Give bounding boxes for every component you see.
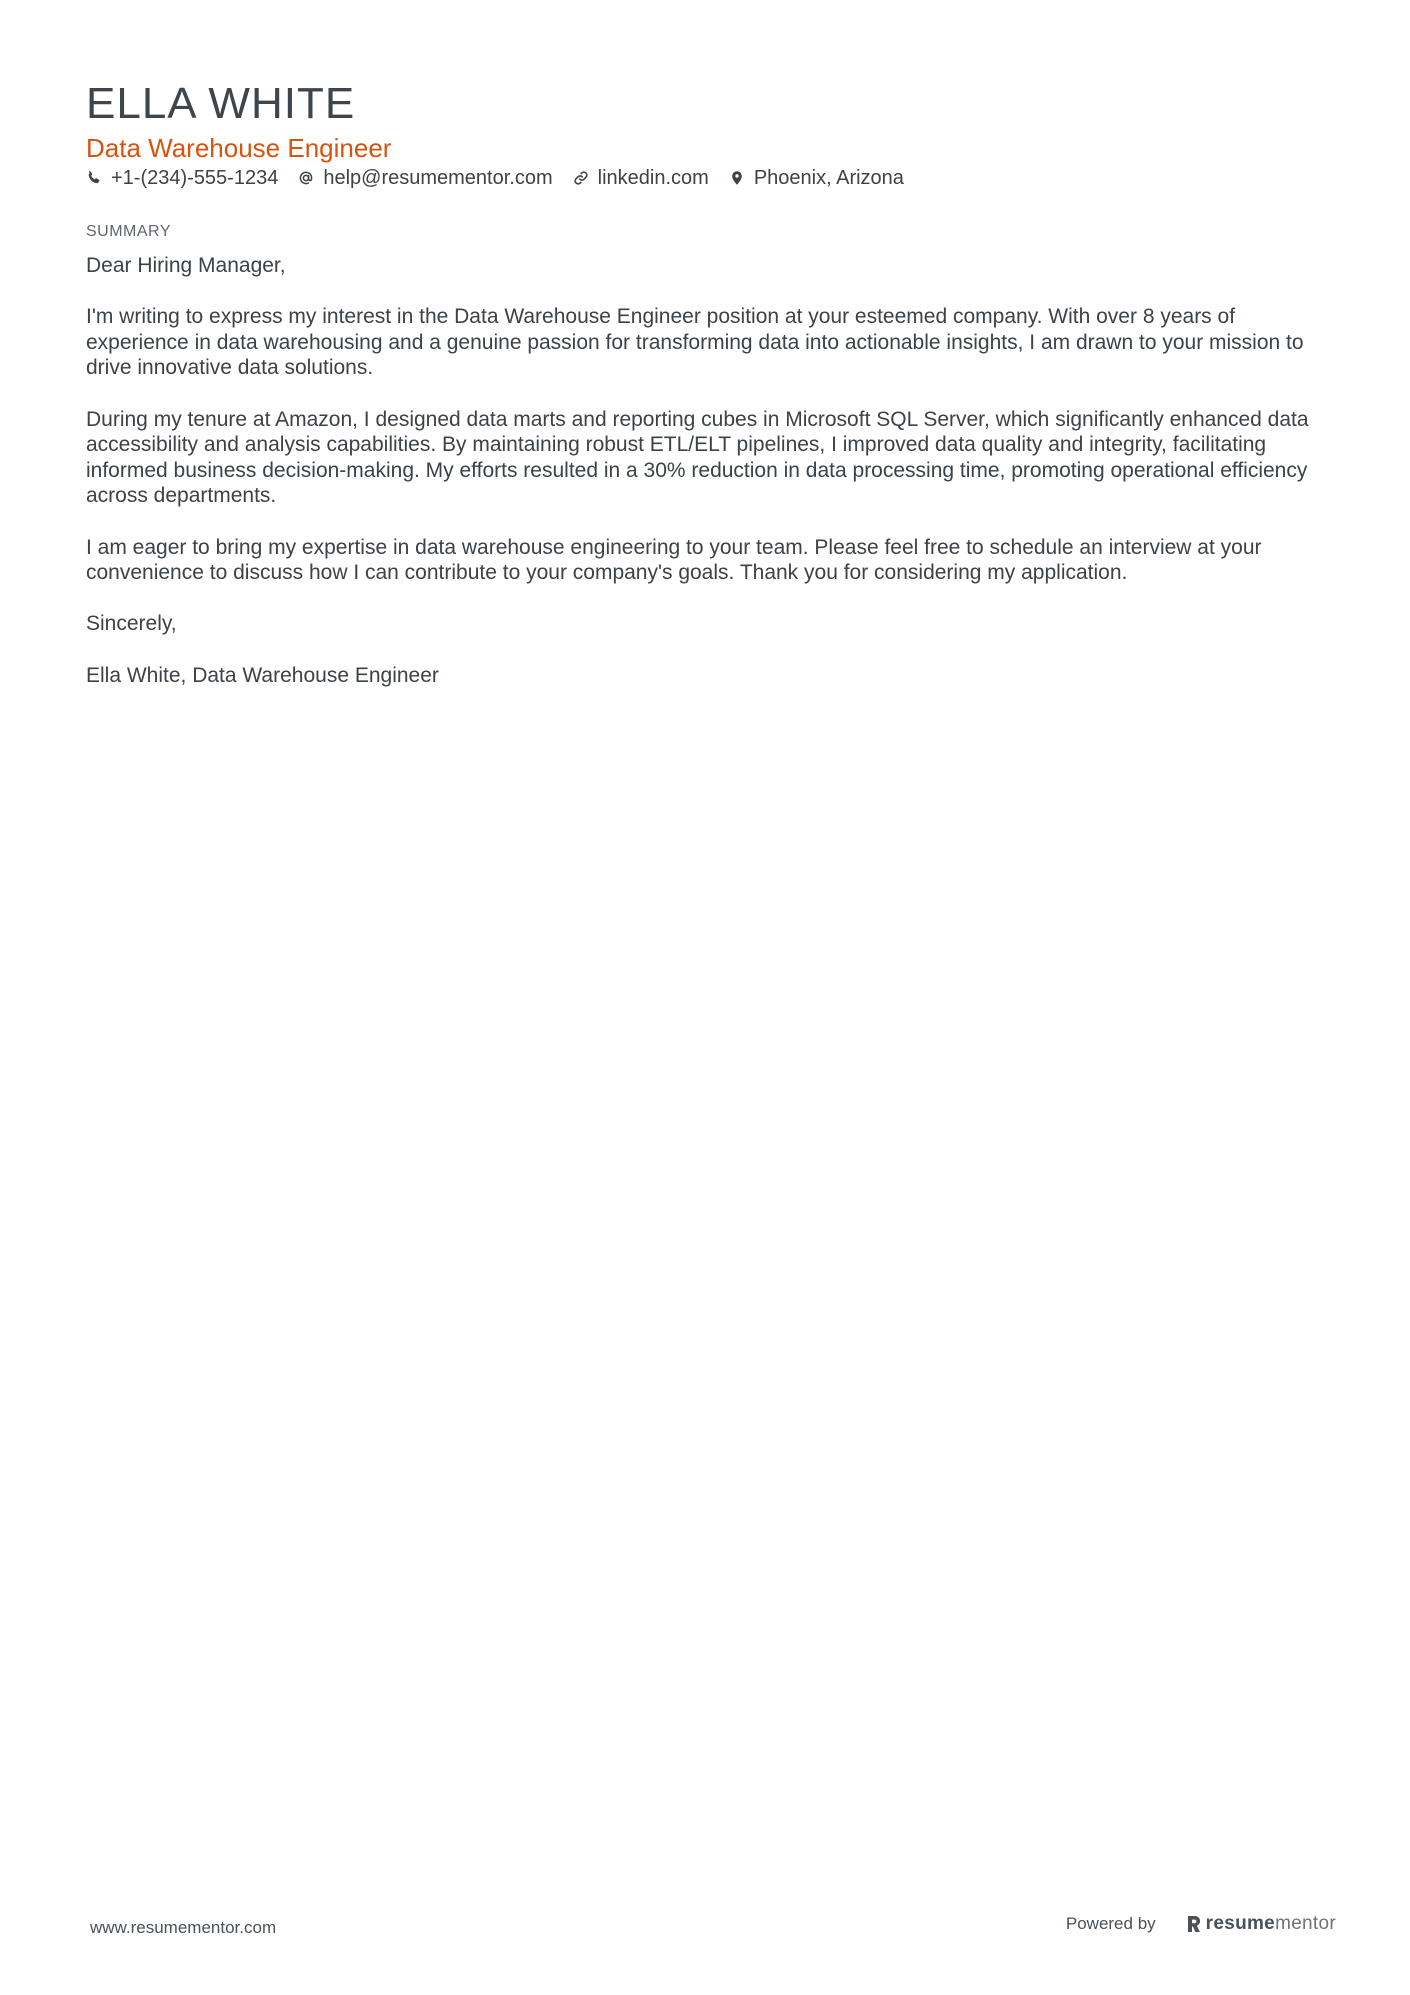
contact-phone	[86, 164, 278, 192]
resumementor-logo[interactable]	[1186, 1913, 1336, 1935]
powered-by-text: Powered by	[1065, 1914, 1156, 1933]
brand-name-light: mentor	[1275, 1913, 1336, 1934]
closing: Sincerely,	[86, 612, 177, 636]
candidate-name: ELLA WHITE	[86, 79, 356, 128]
phone-text: +1-(234)-555-1234	[111, 167, 279, 189]
website-text[interactable]: linkedin.com	[597, 167, 709, 189]
resumementor-logo-icon	[1186, 1914, 1202, 1934]
signature: Ella White, Data Warehouse Engineer	[86, 663, 439, 687]
footer-website-link[interactable]: www.resumementor.com	[90, 1918, 277, 1937]
brand-name	[1206, 1913, 1336, 1935]
footer-branding	[1066, 1913, 1336, 1935]
contact-location	[729, 164, 904, 192]
email-text[interactable]: help@resumementor.com	[323, 167, 553, 189]
contact-row	[86, 164, 924, 192]
job-title: Data Warehouse Engineer	[86, 133, 392, 163]
brand-name-bold: resume	[1205, 1913, 1276, 1934]
cover-letter-body	[86, 253, 1336, 714]
paragraph-closing: I am eager to bring my expertise in data warehouse engineering to your team. Please feel free to schedule an interview at your convenience to discuss how I can contribute to your company's goals. Thank you for considering my application.	[86, 535, 1262, 585]
summary-heading: SUMMARY	[86, 223, 171, 240]
phone-icon	[86, 169, 102, 187]
paragraph-intro: I'm writing to express my interest in the Data Warehouse Engineer position at your esteemed company. With over 8 years of experience in data warehousing and a genuine passion for transforming data into actionable insights, I am drawn to your mission to drive innovative data solutions.	[86, 305, 1304, 380]
location-text: Phoenix, Arizona	[753, 167, 904, 189]
at-sign-icon	[298, 169, 314, 187]
salutation: Dear Hiring Manager,	[86, 254, 286, 277]
contact-website[interactable]	[573, 164, 709, 192]
location-pin-icon	[729, 169, 745, 187]
link-icon	[573, 169, 589, 187]
contact-email[interactable]	[298, 164, 552, 192]
paragraph-experience: During my tenure at Amazon, I designed data marts and reporting cubes in Microsoft SQL Server, which significantly enhanced data accessibility and analysis capabilities. By maintaining robust ETL/ELT pipelines, I improved data quality and integrity, facilitating informed business decision-making. My efforts resulted in a 30% reduction in data processing time, promoting operational efficiency across departments.	[86, 407, 1309, 508]
